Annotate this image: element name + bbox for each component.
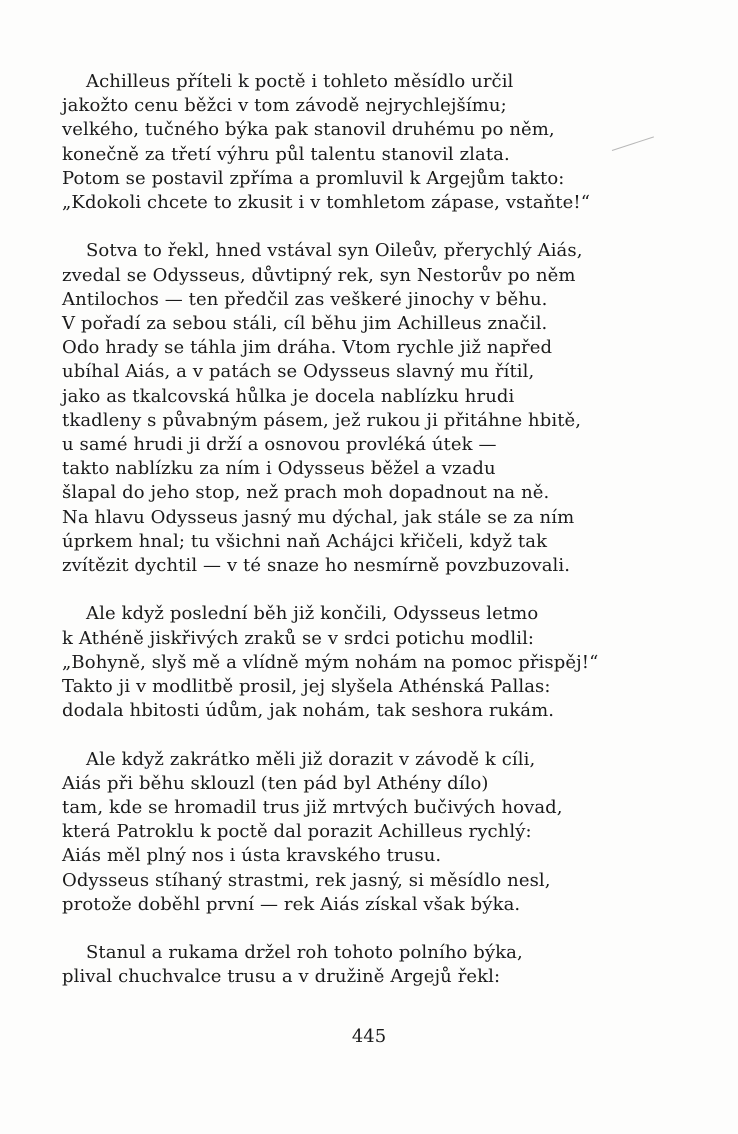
verse-line: tkadleny s půvabným pásem, jež rukou ji přitáhne hbitě,	[62, 409, 582, 431]
verse-line: k Athéně jiskřivých zraků se v srdci potichu modlil:	[62, 627, 535, 649]
stanza	[62, 748, 702, 917]
verse-line: protože doběhl první — rek Aiás získal však býka.	[62, 893, 521, 915]
verse-line: Ale když poslední běh již končili, Odysseus letmo	[86, 603, 539, 625]
verse-line: Na hlavu Odysseus jasný mu dýchal, jak stále se za ním	[62, 506, 575, 528]
verse-line: šlapal do jeho stop, než prach moh dopadnout na ně.	[62, 482, 550, 504]
verse-line: Ale když zakrátko měli již dorazit v závodě k cíli,	[86, 748, 536, 770]
verse-line: ubíhal Aiás, a v patách se Odysseus slavný mu řítil,	[62, 361, 535, 383]
verse-line: úprkem hnal; tu všichni naň Achájci křičeli, když tak	[62, 530, 548, 552]
stanza	[62, 70, 702, 215]
verse-line: V pořadí za sebou stáli, cíl běhu jim Achilleus značil.	[62, 313, 548, 335]
verse-line: jako as tkalcovská hůlka je docela nablízku hrudi	[62, 385, 515, 407]
verse-line: u samé hrudi ji drží a osnovou provléká útek —	[62, 434, 497, 456]
verse-line: Sotva to řekl, hned vstával syn Oileův, přerychlý Aiás,	[86, 240, 583, 262]
verse-line: Odo hrady se táhla jim dráha. Vtom rychle již napřed	[62, 337, 553, 359]
verse-line: Aiás při běhu sklouzl (ten pád byl Athény dílo)	[62, 772, 489, 794]
verse-line: Stanul a rukama držel roh tohoto polního býka,	[86, 942, 523, 964]
verse-line: dodala hbitosti údům, jak nohám, tak seshora rukám.	[62, 700, 555, 722]
verse-line: Aiás měl plný nos i ústa kravského trusu.	[62, 845, 442, 867]
verse-line: plival chuchvalce trusu a v družině Argejů řekl:	[62, 966, 501, 988]
poem-text	[62, 70, 702, 1014]
verse-line: „Bohyně, slyš mě a vlídně mým nohám na pomoc přispěj!“	[62, 651, 599, 673]
verse-line: Odysseus stíhaný strastmi, rek jasný, si měsídlo nesl,	[62, 869, 551, 891]
verse-line: Achilleus příteli k poctě i tohleto měsídlo určil	[86, 71, 514, 92]
verse-line: Antilochos — ten předčil zas veškeré jinochy v běhu.	[62, 288, 548, 310]
verse-line: velkého, tučného býka pak stanovil druhému po něm,	[62, 119, 555, 141]
stanza	[62, 239, 702, 578]
verse-line: zvítězit dychtil — v té snaze ho nesmírně povzbuzovali.	[62, 555, 571, 577]
verse-line: tam, kde se hromadil trus již mrtvých bučivých hovad,	[62, 797, 563, 819]
stanza	[62, 602, 702, 723]
page-number: 445	[351, 1026, 387, 1047]
verse-line: konečně za třetí výhru půl talentu stanovil zlata.	[62, 143, 510, 165]
verse-line: Potom se postavil zpříma a promluvil k Argejům takto:	[62, 167, 565, 189]
verse-line: která Patroklu k poctě dal porazit Achilleus rychlý:	[62, 821, 532, 843]
verse-line: takto nablízku za ním i Odysseus běžel a vzadu	[62, 458, 496, 480]
stanza	[62, 941, 702, 989]
verse-line: „Kdokoli chcete to zkusit i v tomhletom zápase, vstaňte!“	[62, 192, 591, 214]
verse-line: jakožto cenu běžci v tom závodě nejrychlejšímu;	[62, 95, 507, 117]
verse-line: zvedal se Odysseus, důvtipný rek, syn Nestorův po něm	[62, 264, 576, 286]
verse-line: Takto ji v modlitbě prosil, jej slyšela Athénská Pallas:	[62, 676, 551, 698]
